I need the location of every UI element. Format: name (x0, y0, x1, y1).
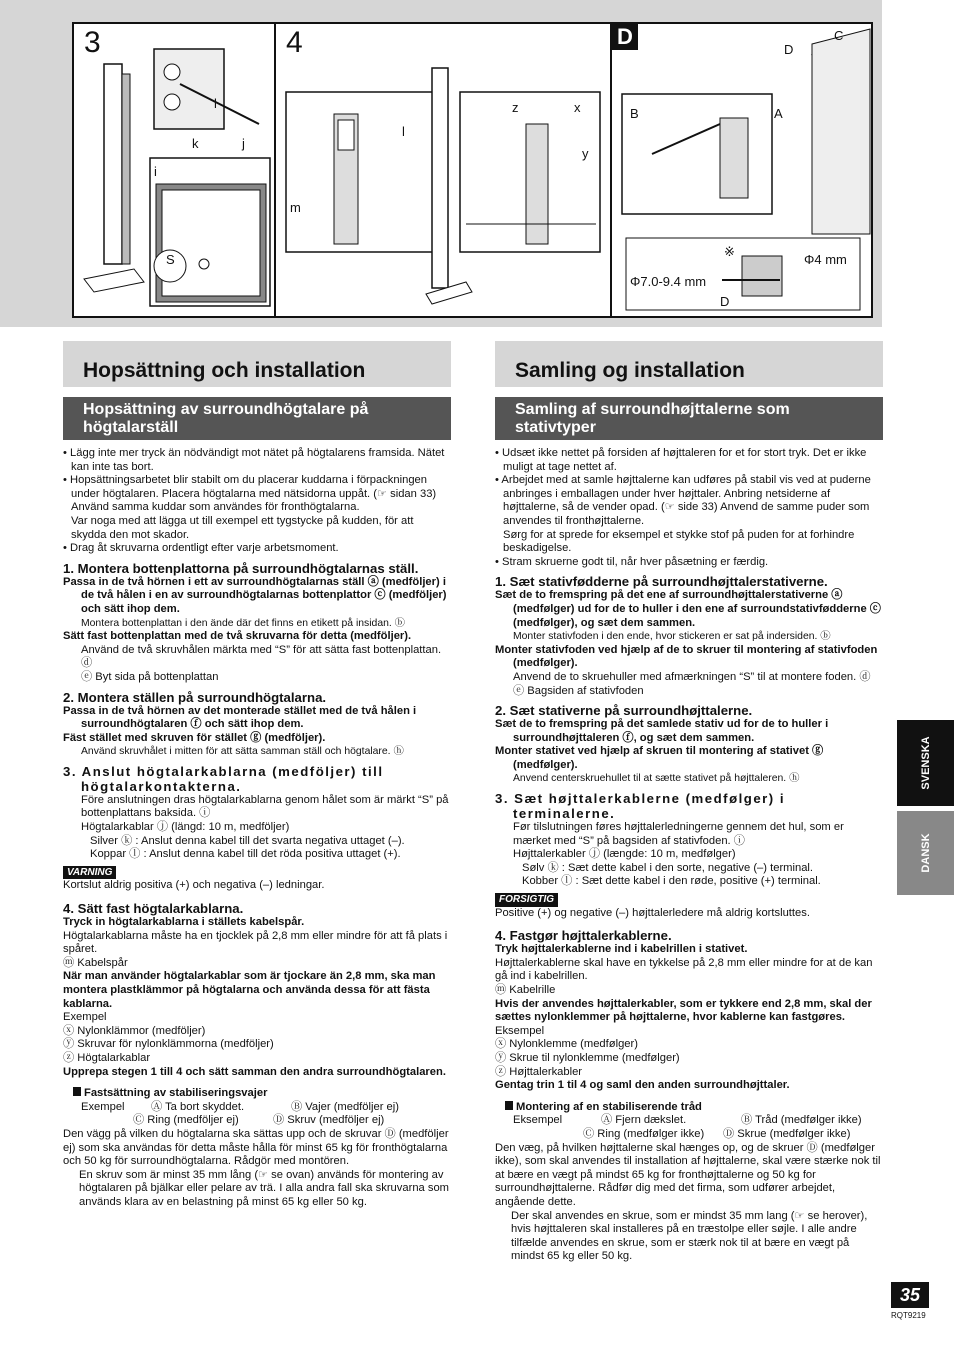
section-heading (495, 341, 883, 387)
warning-text: Kortslut aldrig positiva (+) och negativa (–) ledningar. (63, 879, 325, 892)
d-paragraph-2: Der skal anvendes en skrue, som er mindst 35 mm lang (☞ se herover), hvis højttaleren skal installeres på en træstolpe eller søjle. I alle andre tilfælde anvendes en skrue, som er stærk nok til at bære en vægt på mindst 65 kg eller 50 kg. (511, 1209, 868, 1263)
bullet: • Arbejdet med at samle højttalerne kan udføres på stabil vis ved at puderne anbringes i emballagen under hver højttaler. Anbring netsiderne af højttalerne, så de vender opad. (☞ side 33) Anvend de samme puder som anvendes til fronthøjttalerne. (495, 474, 871, 527)
label-l-4: l (402, 124, 405, 139)
substep-1a-note: Montera bottenplattan i den ände där det finns en etikett på insidan. ⓑ (81, 617, 406, 629)
substep-1b-e: ⓔ Bagsiden af stativfoden (513, 684, 644, 697)
d-items-row (63, 1114, 451, 1128)
language-tab-svenska (897, 720, 954, 806)
bullet: • Udsæt ikke nettet på forsiden af højttaleren for et for stort tryk. Det er ikke muligt at tage nettet af. (495, 447, 867, 473)
step-4-repeat: Gentag trin 1 til 4 og saml den anden surroundhøjttaler. (495, 1079, 790, 1092)
page-title: Hopsättning och installation (83, 359, 366, 382)
swedish-column (63, 341, 451, 1210)
stand-assembly-illustration (74, 24, 274, 316)
label-D: D (784, 42, 794, 57)
d-item-c: Ⓒ Ring (medfølger ikke) (583, 1127, 705, 1140)
d-section-title (495, 1101, 883, 1115)
step-4-text: Højttalerkablerne skal have en tykkelse på 2,8 mm eller mindre for at de kan gå ind i kabelrillen. (495, 956, 873, 983)
section-heading (63, 341, 451, 387)
d-item-a: Ⓐ Ta bort skyddet. (151, 1100, 245, 1113)
step-4-text: Högtalarkablarna måste ha en tjocklek på 2,8 mm eller mindre för att få plats i spåret. (63, 929, 448, 956)
label-x: x (574, 100, 581, 115)
d-example: Exempel (81, 1100, 125, 1113)
d-example: Eksempel (513, 1114, 563, 1127)
step-4-example: Exempel (63, 1011, 107, 1024)
substep-1b: Sätt fast bottenplattan med de två skruvarna för detta (medföljer). (63, 630, 412, 643)
step-4-bold2: Hvis der anvendes højttalerkabler, som er tykkere end 2,8 mm, skal der sættes nylonklemmer på højttalerne, hvor kablerne kan fastgøres. (495, 997, 872, 1024)
panel-3-number: 3 (84, 26, 101, 59)
label-D-bottom: D (720, 294, 730, 309)
substep-1b-e: ⓔ Byt sida på bottenplattan (81, 670, 219, 683)
step-4-m: ⓜ Kabelrille (495, 984, 556, 996)
d-section-title-text: Montering af en stabiliserende tråd (516, 1100, 702, 1113)
cable-routing-illustration (276, 24, 610, 316)
substep-1a: Sæt de to fremspring på det ene af surroundhøjttalerstativerne ⓐ (medfølger) ud for de to huller i den ene af surroundstativfødderne ⓒ (medfølger), og sæt dem sammen. (495, 589, 881, 629)
step-2-heading: 2. Montera ställen på surroundhögtalarna. (63, 689, 327, 705)
language-tab-dansk-label: DANSK (919, 833, 932, 873)
step-3-cable: Högtalarkablar ⓙ (längd: 10 m, medföljer) (81, 821, 290, 834)
section-body (63, 447, 451, 1210)
subsection-heading: Samling af surroundhøjttalerne som stativtyper (495, 397, 883, 440)
step-3-copper: Kobber ⓛ : Sæt dette kabel i den røde, positive (+) terminal. (522, 875, 821, 888)
step-4-m: ⓜ Kabelspår (63, 956, 128, 969)
substep-2b-note: Använd skruvhålet i mitten för att sätta samman ställ och högtalare. ⓗ (81, 746, 404, 758)
label-j: j (242, 136, 245, 151)
label-m: m (290, 200, 301, 215)
bullet-continuation: Var noga med att lägga ut till exempel ett tygstycke på kudden, för att skydda den mot skador. (71, 514, 414, 541)
document-code: RQT9219 (891, 1311, 926, 1320)
d-paragraph-2: En skruv som är minst 35 mm lång (☞ se ovan) används för montering av högtalaren på bjälkar eller pelare av trä. I alla andra fall ska skruvarna som används klara av en belastning på minst 65 kg eller 50 kg. (79, 1168, 450, 1208)
step-3-silver: Sølv ⓚ : Sæt dette kabel i den sorte, negative (–) terminal. (522, 861, 814, 874)
step-3-heading: 3. Anslut högtalarkablarna (medföljer) till högtalarkontakterna. (63, 763, 384, 794)
step-1-heading: 1. Montera bottenplattorna på surroundhögtalarnas ställ. (63, 560, 419, 576)
substep-1a-note: Monter stativfoden i den ende, hvor stickeren er sat på indersiden. ⓑ (513, 631, 831, 643)
language-tab-svenska-label: SVENSKA (919, 736, 932, 790)
step-4-x: ⓧ Nylonklämmor (medföljer) (63, 1024, 206, 1037)
d-item-d: Ⓓ Skrue (medfølger ikke) (723, 1127, 851, 1140)
d-items-row (495, 1114, 883, 1128)
step-4-y: ⓨ Skrue til nylonklemme (medfølger) (495, 1051, 680, 1064)
bullet: • Stram skruerne godt til, når hver påsætning er færdig. (495, 555, 769, 568)
label-y: y (582, 146, 589, 161)
step-3-silver: Silver ⓚ : Anslut denna kabel till det svarta negativa uttaget (–). (90, 834, 405, 847)
step-4-example: Eksempel (495, 1024, 545, 1037)
step-4-bold2: När man använder högtalarkablar som är tjockare än 2,8 mm, ska man montera plastklämmor på högtalarna och använda dessa för att fästa kablarna. (63, 970, 436, 1010)
dim-range: Φ7.0-9.4 mm (630, 274, 707, 289)
step-4-z: ⓩ Högtalarkablar (63, 1051, 151, 1064)
d-section-title (63, 1087, 451, 1101)
stabilizing-wire-illustration (612, 24, 871, 316)
bullet: • Hopsättningsarbetet blir stabilt om du placerar kuddarna i förpackningen under högtalaren. Placera högtalarna med nätsidorna uppåt. (☞ sidan 33) Använd samma kuddar som användes för fronthögtalarna. (63, 474, 437, 514)
substep-2b-note: Anvend centerskruehullet til at sætte stativet på højttaleren. ⓗ (513, 773, 800, 785)
warning-badge: FORSIGTIG (495, 893, 558, 907)
page-title: Samling og installation (515, 359, 745, 382)
bullet-continuation: Sørg for at sprede for eksempel et stykke stof på puden for at forhindre beskadigelse. (503, 528, 855, 555)
label-B: B (630, 106, 639, 121)
step-4-y: ⓨ Skruvar för nylonklämmorna (medföljer) (63, 1038, 274, 1051)
label-l: l (214, 96, 217, 111)
label-A: A (774, 106, 783, 121)
step-2-heading: 2. Sæt stativerne på surroundhøjttalerne. (495, 703, 753, 719)
substep-1b: Monter stativfoden ved hjælp af de to skruer til montering af stativfoden (medfølger). (495, 643, 878, 670)
step-4-bold: Tryck in högtalarkablarna i ställets kabelspår. (63, 916, 305, 929)
step-4-x: ⓧ Nylonklemme (medfølger) (495, 1038, 638, 1051)
figure-panel-4 (276, 24, 612, 316)
d-item-a: Ⓐ Fjern dækslet. (601, 1114, 687, 1127)
step-4-heading: 4. Sätt fast högtalarkablarna. (63, 901, 244, 917)
d-paragraph-1: Den væg, på hvilken højttalerne skal hænges op, og de skruer Ⓓ (medfølger ikke), som skal anvendes til installation af højttalerne, skal være stærke nok til at bære en vægt på mindst 65 kg for fronthøjttalerne og 50 kg for surroundhøjttalerne. Rådfør dig med det firma, som udfører arbejdet, angående dette. (495, 1141, 881, 1208)
d-item-b: Ⓑ Vajer (medföljer ej) (291, 1100, 399, 1113)
step-3-text: Före anslutningen dras högtalarkablarna genom hålet som är märkt “S” på bottenplattans baksida. ⓘ (81, 793, 449, 820)
dim-phi4: Φ4 mm (804, 252, 847, 267)
panel-4-number: 4 (286, 26, 303, 59)
d-item-d: Ⓓ Skruv (medföljer ej) (273, 1114, 385, 1127)
label-k: k (192, 136, 199, 151)
step-3-heading: 3. Sæt højttalerkablerne (medfølger) i terminalerne. (495, 791, 786, 822)
asterisk-mark: ※ (724, 244, 735, 259)
substep-2b: Monter stativet ved hjælp af skruen til montering af stativet ⓖ (medfølger). (495, 745, 824, 771)
substep-2a: Sæt de to fremspring på det samlede stativ ud for de to huller i surroundhøjttaleren ⓕ, og sæt dem sammen. (495, 718, 829, 744)
bullet: • Drag åt skruvarna ordentligt efter varje arbetsmoment. (63, 542, 339, 555)
d-item-c: Ⓒ Ring (medföljer ej) (133, 1114, 239, 1127)
substep-2a: Passa in de två hörnen av det monterade stället med de två hålen i surroundhögtalaren ⓕ och sätt ihop dem. (63, 704, 417, 731)
label-s: S (166, 252, 175, 267)
subsection-heading: Hopsättning av surroundhögtalare på högtalarställ (63, 397, 451, 440)
label-z: z (512, 100, 519, 115)
warning-badge: VARNING (63, 866, 116, 880)
step-1-heading: 1. Sæt stativfødderne på surroundhøjttalerstativerne. (495, 574, 828, 590)
bullet: • Lägg inte mer tryck än nödvändigt mot nätet på högtalarens framsida. Nätet kan inte tas bort. (63, 447, 445, 473)
step-4-repeat: Upprepa stegen 1 till 4 och sätt samman den andra surroundhögtalaren. (63, 1065, 446, 1078)
panel-d-label: D (612, 24, 638, 50)
d-paragraph-1: Den vägg på vilken du högtalarna ska sättas upp och de skruvar Ⓓ (medföljer ej) som ska användas för detta måste hålla för minst 65 kg för fronthögtalarna och 50 kg för surroundhögtalarna. Rådgör med montören. (63, 1127, 449, 1168)
danish-column (495, 341, 883, 1264)
step-4-heading: 4. Fastgør højttalerkablerne. (495, 928, 672, 944)
step-4-z: ⓩ Højttalerkabler (495, 1065, 583, 1078)
section-body (495, 447, 883, 1264)
d-item-b: Ⓑ Tråd (medfølger ikke) (741, 1114, 862, 1127)
figure-frame (72, 22, 873, 318)
step-3-cable: Højttalerkabler ⓙ (længde: 10 m, medfølger) (513, 848, 736, 861)
language-tab-dansk (897, 811, 954, 895)
substep-1b-text: Anvend de to skruehuller med afmærkningen “S” til at montere foden. ⓓ (513, 670, 871, 683)
d-items-row (495, 1128, 883, 1142)
substep-2b: Fäst stället med skruven för stället ⓖ (medföljer). (63, 731, 326, 744)
step-4-bold: Tryk højttalerkablerne ind i kabelrillen i stativet. (495, 943, 748, 956)
d-section-title-text: Fastsättning av stabiliseringsvajer (84, 1087, 268, 1100)
substep-1b-text: Använd de två skruvhålen märkta med “S” för att sätta fast bottenplattan. ⓓ (81, 643, 442, 670)
substep-1a: Passa in de två hörnen i ett av surroundhögtalarnas ställ ⓐ (medföljer) i de två hålen i en av surroundhögtalarnas bottenplattor ⓒ (medföljer) och sätt ihop dem. (63, 575, 447, 615)
step-3-text: Før tilslutningen føres højttalerledningerne gennem det hul, som er mærket med “S” på bagsiden af stativfoden. ⓘ (513, 821, 844, 847)
label-C: C (834, 28, 844, 43)
label-i: i (154, 164, 157, 179)
step-3-copper: Koppar ⓛ : Anslut denna kabel till det röda positiva uttaget (+). (90, 848, 401, 861)
warning-text: Positive (+) og negative (–) højttalerledere må aldrig kortsluttes. (495, 906, 810, 919)
figure-panel-3 (74, 24, 276, 316)
d-items-row (63, 1101, 451, 1115)
page-number: 35 (891, 1282, 929, 1308)
figure-panel-d (612, 24, 871, 316)
